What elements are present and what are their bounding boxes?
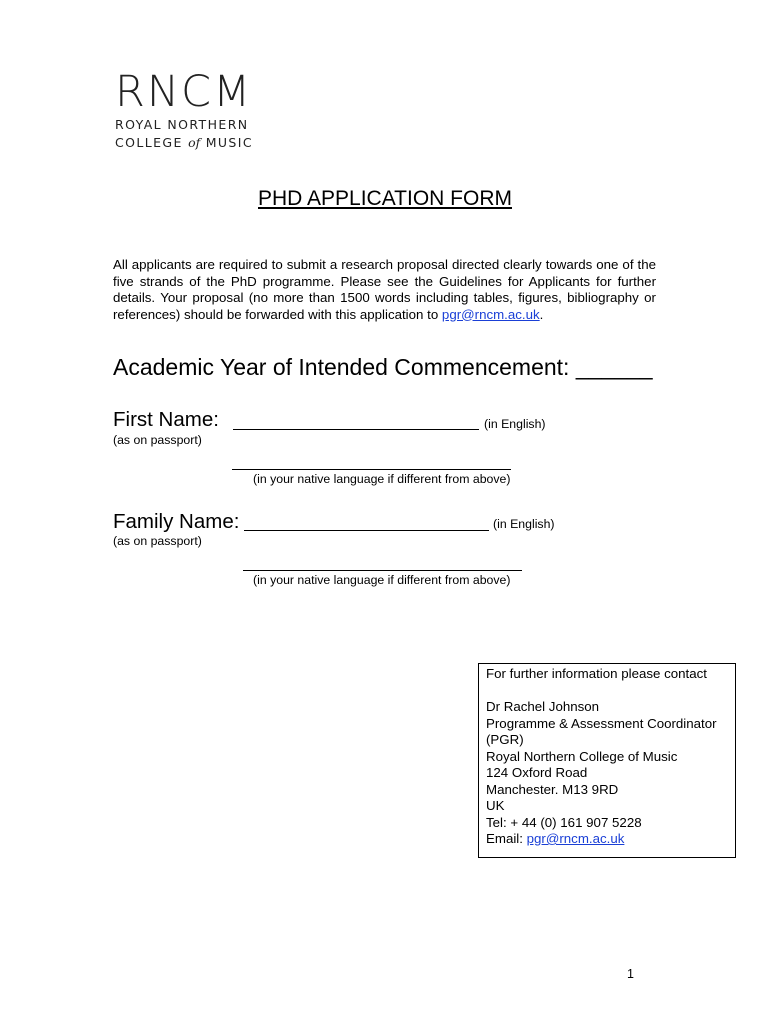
intro-email-link[interactable]: pgr@rncm.ac.uk [441, 306, 540, 322]
contact-email-link[interactable]: pgr@rncm.ac.uk [526, 831, 625, 846]
logo-college: COLLEGE [115, 135, 183, 150]
first-name-english-note: (in English) [484, 417, 546, 431]
page-title: PHD APPLICATION FORM [258, 187, 512, 210]
contact-organisation: Royal Northern College of Music [486, 748, 678, 764]
first-name-english-field[interactable] [233, 429, 479, 430]
logo-subtitle-line1: ROYAL NORTHERN [115, 117, 249, 132]
logo-subtitle-line2 [115, 135, 253, 150]
academic-year-label: Academic Year of Intended Commencement: ______ [113, 354, 653, 380]
contact-country: UK [486, 798, 505, 813]
family-name-native-field[interactable] [243, 570, 522, 571]
family-name-english-note: (in English) [493, 517, 555, 531]
family-name-label: Family Name: [113, 510, 240, 533]
first-name-label: First Name: [113, 408, 219, 431]
first-name-native-note: (in your native language if different from above) [253, 472, 511, 486]
contact-heading: For further information please contact [486, 666, 707, 681]
contact-telephone: Tel: + 44 (0) 161 907 5228 [486, 814, 642, 830]
family-name-native-note: (in your native language if different from above) [253, 573, 511, 587]
logo-of: of [188, 135, 201, 150]
contact-street: 124 Oxford Road [486, 765, 588, 780]
intro-text: All applicants are required to submit a research proposal directed clearly towards one of the five strands of the PhD programme. Please see the Guidelines for Applicants for further details. Your proposal (no more than 1500 words including tables, figures, bibliography or references) should be forwarded with this application to [113, 257, 656, 322]
contact-role-line1: Programme & Assessment Coordinator [486, 715, 717, 731]
family-name-english-field[interactable] [244, 530, 489, 531]
contact-name: Dr Rachel Johnson [486, 699, 600, 714]
contact-email-row [486, 831, 728, 848]
contact-role-line2: (PGR) [486, 732, 524, 747]
logo-wordmark: RNCM [115, 67, 253, 117]
contact-city: Manchester. M13 9RD [486, 781, 619, 797]
first-name-native-field[interactable] [232, 469, 511, 470]
rncm-logo [115, 67, 253, 150]
logo-music: MUSIC [205, 135, 253, 150]
first-name-passport-note: (as on passport) [113, 433, 202, 447]
family-name-passport-note: (as on passport) [113, 534, 202, 548]
intro-end: . [539, 306, 544, 322]
contact-box [478, 663, 736, 858]
intro-paragraph [113, 257, 656, 323]
contact-email-label: Email: [486, 831, 527, 846]
page-number: 1 [627, 967, 634, 981]
